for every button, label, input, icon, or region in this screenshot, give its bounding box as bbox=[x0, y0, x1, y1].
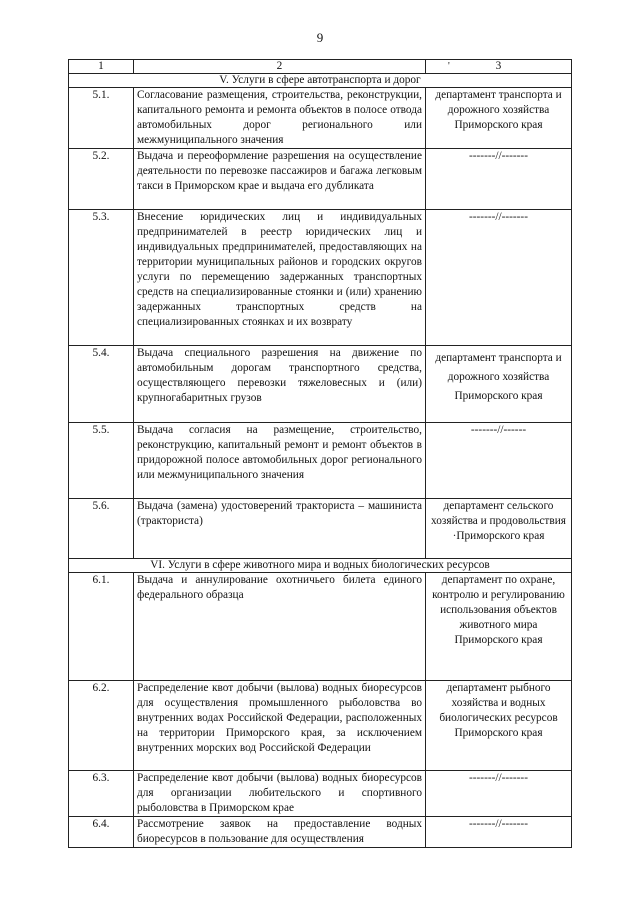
responsible-department: департамент транспорта и дорожного хозяйства Приморского края bbox=[426, 88, 572, 149]
service-description: Выдача (замена) удостоверений тракториста – машиниста (тракториста) bbox=[134, 499, 426, 559]
table-row bbox=[69, 149, 572, 210]
responsible-department: -------//------ bbox=[426, 423, 572, 499]
row-number: 5.3. bbox=[69, 210, 134, 346]
service-description: Выдача согласия на размещение, строительство, реконструкцию, капитальный ремонт и ремонт объектов в придорожной полосе автомобильных дорог регионального или межмуниципального значения bbox=[134, 423, 426, 499]
services-table bbox=[68, 59, 572, 848]
table-row bbox=[69, 88, 572, 149]
row-number: 5.5. bbox=[69, 423, 134, 499]
table-row bbox=[69, 423, 572, 499]
table-row bbox=[69, 771, 572, 817]
service-description: Внесение юридических лиц и индивидуальных предпринимателей в реестр юридических лиц и индивидуальных предпринимателей, предоставляющих на территории муниципальных районов и городских округов услуги по перемещению задержанных транспортных средств на специализированные стоянки и (или) хранению задержанных транспортных средств на специализированных стоянках и их возврату bbox=[134, 210, 426, 346]
row-number: 6.3. bbox=[69, 771, 134, 817]
responsible-department: департамент сельского хозяйства и продовольствия ·Приморского края bbox=[426, 499, 572, 559]
column-header-3: ' 3 bbox=[426, 60, 572, 74]
table-row bbox=[69, 346, 572, 423]
row-number: 6.4. bbox=[69, 817, 134, 848]
service-description: Согласование размещения, строительства, реконструкции, капитального ремонта и ремонта объектов в полосе отвода автомобильных дорог регионального или межмуниципального значения bbox=[134, 88, 426, 149]
row-number: 6.2. bbox=[69, 681, 134, 771]
section-title: V. Услуги в сфере автотранспорта и дорог bbox=[69, 74, 572, 88]
responsible-department: -------//------- bbox=[426, 210, 572, 346]
row-number: 5.1. bbox=[69, 88, 134, 149]
responsible-department: -------//------- bbox=[426, 817, 572, 848]
section-title: VI. Услуги в сфере животного мира и водных биологических ресурсов bbox=[69, 559, 572, 573]
service-description: Выдача и переоформление разрешения на осуществление деятельности по перевозке пассажиров и багажа легковым такси в Приморском крае и выдача его дубликата bbox=[134, 149, 426, 210]
responsible-department: департамент по охране, контролю и регулированию использования объектов животного мира Приморского края bbox=[426, 573, 572, 681]
table-row bbox=[69, 681, 572, 771]
section-title-row bbox=[69, 74, 572, 88]
service-description: Рассмотрение заявок на предоставление водных биоресурсов в пользование для осуществления bbox=[134, 817, 426, 848]
column-header-2: 2 bbox=[134, 60, 426, 74]
section-title-row bbox=[69, 559, 572, 573]
row-number: 5.4. bbox=[69, 346, 134, 423]
service-description: Распределение квот добычи (вылова) водных биоресурсов для организации любительского и спортивного рыболовства в Приморском крае bbox=[134, 771, 426, 817]
responsible-department: -------//------- bbox=[426, 771, 572, 817]
responsible-department: департамент транспорта и дорожного хозяйства Приморского края bbox=[426, 346, 572, 423]
table-row bbox=[69, 499, 572, 559]
table-row bbox=[69, 817, 572, 848]
service-description: Выдача и аннулирование охотничьего билета единого федерального образца bbox=[134, 573, 426, 681]
row-number: 5.2. bbox=[69, 149, 134, 210]
table-row bbox=[69, 210, 572, 346]
page-number: 9 bbox=[316, 30, 324, 45]
table-row bbox=[69, 573, 572, 681]
column-header-1: 1 bbox=[69, 60, 134, 74]
row-number: 5.6. bbox=[69, 499, 134, 559]
responsible-department: -------//------- bbox=[426, 149, 572, 210]
service-description: Выдача специального разрешения на движение по автомобильным дорогам транспортного средства, осуществляющего перевозки тяжеловесных и (или) крупногабаритных грузов bbox=[134, 346, 426, 423]
scan-mark: ' bbox=[448, 61, 450, 72]
row-number: 6.1. bbox=[69, 573, 134, 681]
responsible-department: департамент рыбного хозяйства и водных биологических ресурсов Приморского края bbox=[426, 681, 572, 771]
service-description: Распределение квот добычи (вылова) водных биоресурсов для осуществления промышленного рыболовства во внутренних водах Российской Федерации, расположенных на территории Приморского края, за исключением внутренних морских вод Российской Федерации bbox=[134, 681, 426, 771]
table-header-row bbox=[69, 60, 572, 74]
